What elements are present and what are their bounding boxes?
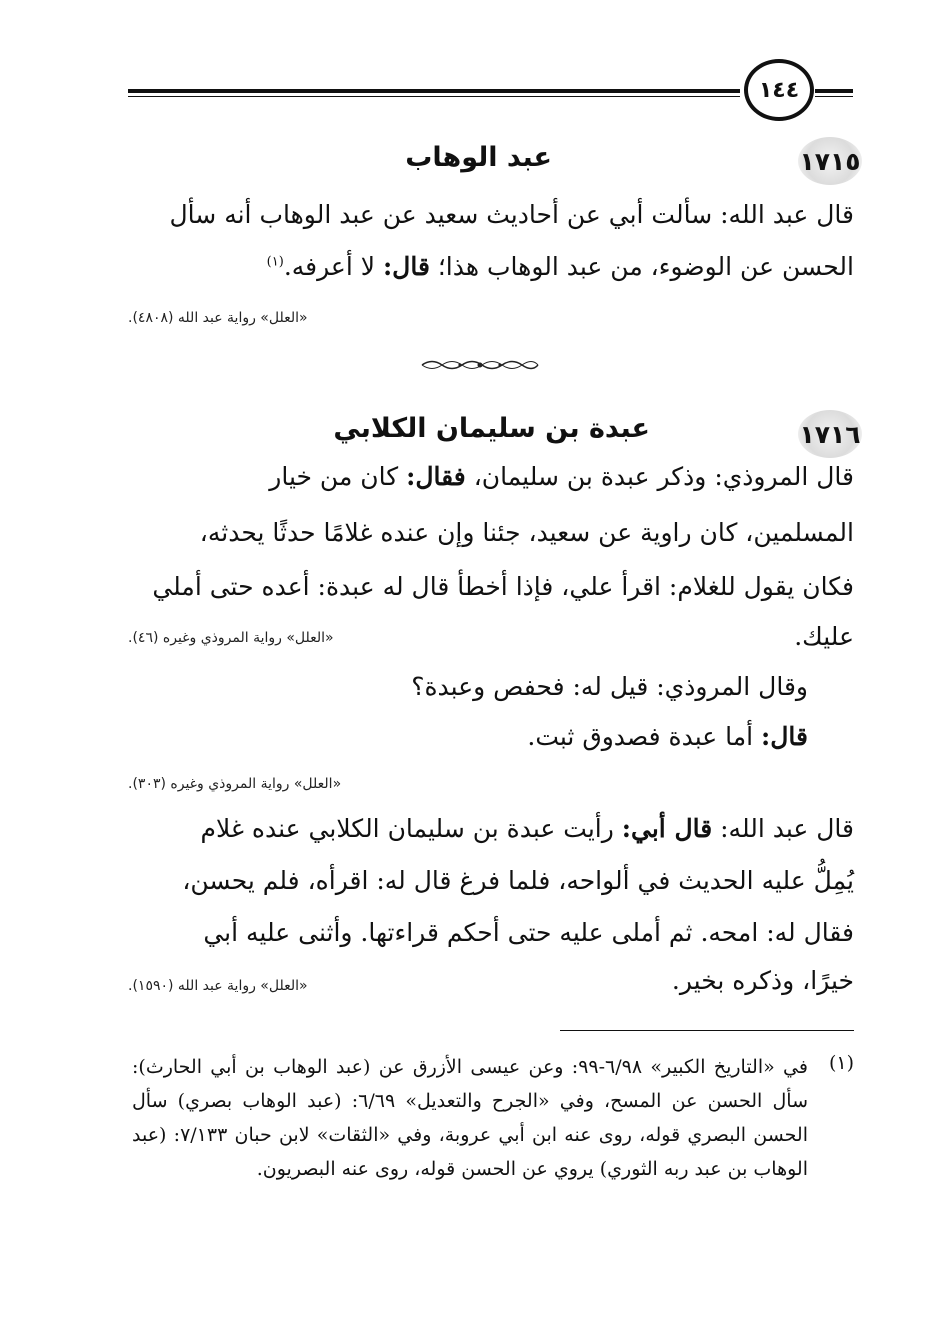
entry-1716-text-line-9: فقال له: امحه. ثم أملى عليه حتى أحكم قراءتها. وأثنى عليه أبي	[203, 918, 854, 947]
entry-1716-text-line-8: يُمِلُّ عليه الحديث في ألواحه، فلما فرغ قال له: اقرأه، فلم يحسن،	[182, 866, 854, 895]
bold-label: قال:	[761, 722, 808, 751]
text-segment: كان من خيار	[269, 462, 399, 491]
header-rule-right-thin	[815, 96, 853, 97]
text-segment: قال عبد الله:	[720, 814, 854, 843]
source-reference: «العلل» رواية المروذي وغيره (٤٦).	[128, 630, 334, 646]
footnote-number: (١)	[828, 1052, 854, 1074]
footnote-text: في «التاريخ الكبير» ٦/٩٨-٩٩: وعن عيسى الأزرق عن (عبد الوهاب بن أبي الحارث): سأل الحسن عن المسح، وفي «الجرح والتعديل» ٦/٦٩: (عبد الوهاب بصري) سأل الحسن البصري قوله، روى عنه ابن أبي عروبة، وفي «الثقات» لابن حبان ٧/١٣٣: (عبد الوهاب بن عبد ربه الثوري) يروي عن الحسن قوله، روى عنه البصريون.	[132, 1056, 808, 1180]
footnote-rule	[560, 1030, 854, 1031]
header-rule-right	[815, 89, 853, 93]
text-segment: أما عبدة فصدوق ثبت.	[527, 722, 754, 751]
source-reference: «العلل» رواية عبد الله (١٥٩٠).	[128, 978, 308, 994]
entry-number-1715: ١٧١٥	[798, 137, 862, 185]
entry-1716-text-line-10: خيرًا، وذكره بخير.	[671, 966, 854, 995]
entry-1716-text-line-7	[201, 814, 855, 843]
entry-number-1716: ١٧١٦	[798, 410, 862, 458]
bold-label: فقال:	[406, 462, 466, 491]
entry-title: عبدة بن سليمان الكلابي	[333, 413, 650, 444]
header-rule	[128, 89, 740, 93]
text-segment: لا أعرفه.	[283, 252, 375, 281]
text-segment: قال المروذي: وذكر عبدة بن سليمان،	[473, 462, 854, 491]
entry-1715-text-line-1: قال عبد الله: سألت أبي عن أحاديث سعيد عن عبد الوهاب أنه سأل	[169, 200, 854, 229]
header-rule-thin	[128, 96, 740, 97]
source-reference: «العلل» رواية المروذي وغيره (٣٠٣).	[128, 776, 342, 792]
bold-label: قال:	[382, 252, 430, 281]
source-reference: «العلل» رواية عبد الله (٤٨٠٨).	[128, 310, 308, 326]
footnote-marker[interactable]: (١)	[266, 254, 284, 270]
entry-1716-text-line-5: وقال المروذي: قيل له: فحفص وعبدة؟	[411, 672, 808, 701]
entry-1715-text-line-2	[267, 252, 854, 281]
text-segment: الحسن عن الوضوء، من عبد الوهاب هذا؛	[437, 252, 854, 281]
entry-1716-text-line-4: عليك.	[794, 622, 854, 651]
text-segment: رأيت عبدة بن سليمان الكلابي عنده غلام	[200, 814, 614, 843]
entry-title: عبد الوهاب	[405, 142, 552, 173]
entry-1716-text-line-3: فكان يقول للغلام: اقرأ علي، فإذا أخطأ قال له عبدة: أعده حتى أملي	[152, 572, 854, 601]
entry-1716-text-line-6	[527, 722, 808, 751]
page-number: ١٤٤	[744, 59, 814, 121]
ornament-divider-icon	[420, 357, 540, 373]
entry-1716-text-line-1	[269, 462, 854, 491]
entry-1716-text-line-2: المسلمين، كان راوية عن سعيد، جئنا وإن عنده غلامًا حدثًا يحدثه،	[199, 518, 854, 547]
bold-label: قال أبي:	[621, 814, 713, 843]
